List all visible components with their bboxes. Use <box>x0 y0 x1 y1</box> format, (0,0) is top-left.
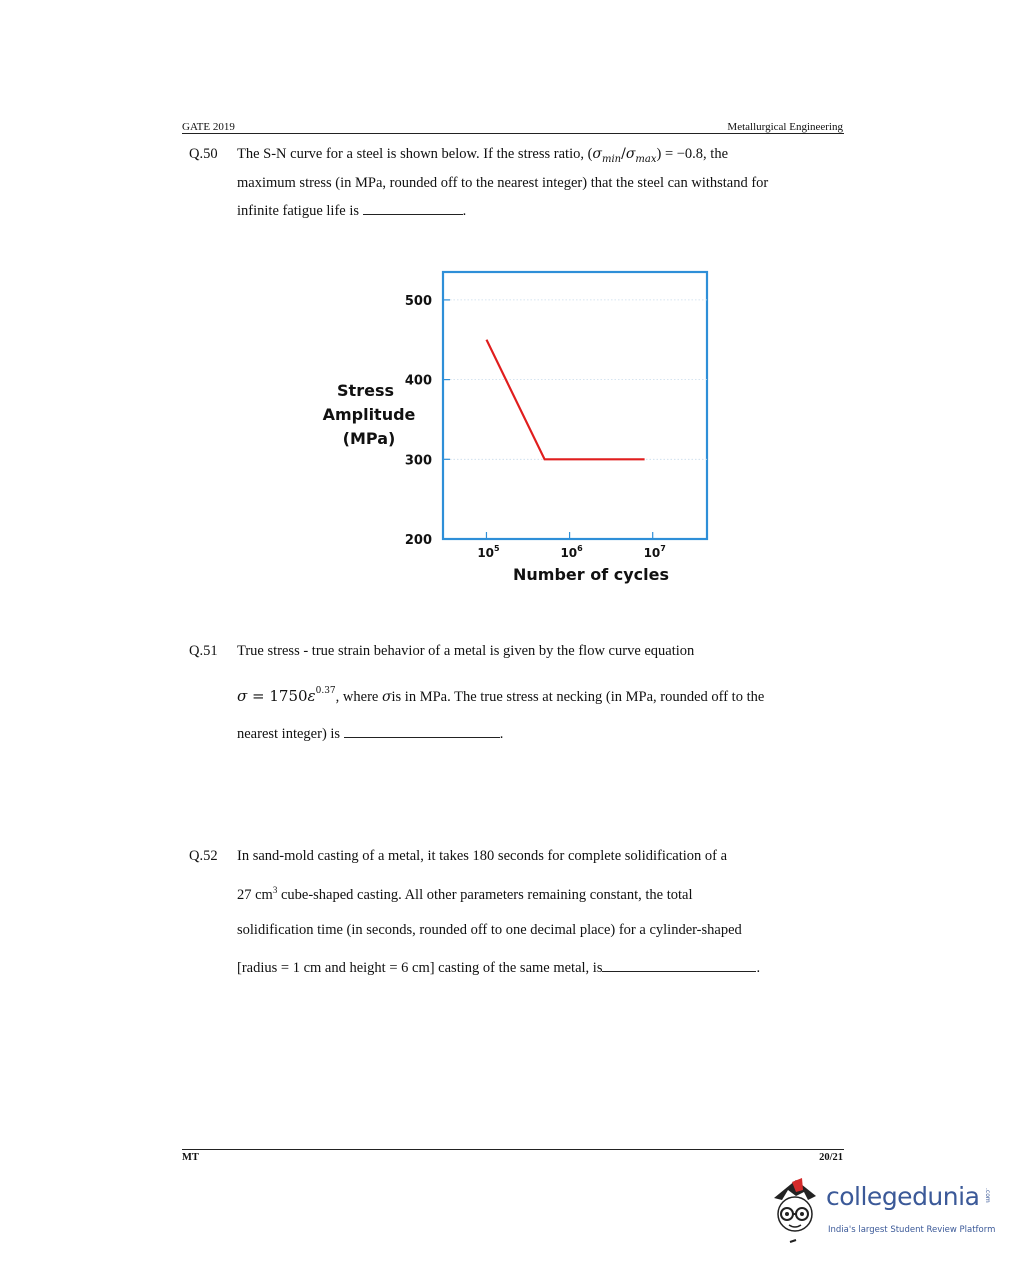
question-51-line-2: $\sigma = 1750\varepsilon^{0.37}$, where σis in MPa. The true stress at necking (in MPa, rounded off to the <box>237 686 765 705</box>
question-52-number: Q.52 <box>189 848 218 864</box>
question-50-line-2: maximum stress (in MPa, rounded off to the nearest integer) that the steel can withstand for <box>237 175 769 191</box>
question-52-line-3: solidification time (in seconds, rounded off to one decimal place) for a cylinder-shaped <box>237 922 742 938</box>
y-axis-label-line-2: Amplitude <box>322 405 416 424</box>
page-number: 20/21 <box>819 1152 843 1163</box>
y-axis-label-line-1: Stress <box>337 381 394 400</box>
question-50-line-3: infinite fatigue life is . <box>237 203 467 219</box>
header-divider <box>182 133 844 134</box>
x-tick-label-1e6: $10^6$ <box>560 544 583 560</box>
paper-code: MT <box>182 1152 199 1163</box>
y-axis-label-line-3: (MPa) <box>342 429 396 448</box>
y-tick-label-400: 400 <box>404 373 432 389</box>
exam-title: GATE 2019 <box>182 121 235 133</box>
answer-blank-q52[interactable] <box>602 960 756 972</box>
y-tick-label-300: 300 <box>404 453 432 469</box>
flow-curve-equation: $\sigma = 1750\varepsilon^{0.37}$ <box>237 686 336 705</box>
answer-blank-q51[interactable] <box>344 726 500 738</box>
collegedunia-logo <box>766 1176 996 1248</box>
brand-name: collegedunia <box>826 1182 980 1211</box>
y-tick-label-200: 200 <box>404 533 432 548</box>
question-52-line-1: In sand-mold casting of a metal, it takes 180 seconds for complete solidification of a <box>237 848 728 864</box>
answer-blank-q50[interactable] <box>363 203 463 215</box>
question-51-line-1: True stress - true strain behavior of a metal is given by the flow curve equation <box>237 643 695 659</box>
question-50-number: Q.50 <box>189 146 218 162</box>
mascot-icon <box>766 1176 824 1248</box>
brand-tagline: India's largest Student Review Platform <box>828 1225 996 1235</box>
question-51-line-3: nearest integer) is . <box>237 726 504 742</box>
question-51-number: Q.51 <box>189 643 218 659</box>
question-52-line-2: 27 $cm^3$ cube-shaped casting. All other parameters remaining constant, the total <box>237 885 693 903</box>
footer-divider <box>182 1149 844 1150</box>
brand-suffix: .com <box>984 1188 991 1203</box>
question-52-line-4: [radius = 1 cm and height = 6 cm] casting of the same metal, is . <box>237 960 761 976</box>
question-50-line-1: The S-N curve for a steel is shown below. If the stress ratio, $(\sigma_{min}/\sigma_{max}) = -0.8$, the <box>237 146 729 165</box>
x-axis-label: Number of cycles <box>513 565 669 584</box>
x-tick-label-1e5: $10^5$ <box>477 544 500 560</box>
sn-curve-line <box>487 340 645 460</box>
paper-subject: Metallurgical Engineering <box>727 121 843 133</box>
plot-frame <box>443 272 707 539</box>
sn-curve-chart <box>310 262 730 592</box>
x-tick-label-1e7: $10^7$ <box>643 544 666 560</box>
y-tick-label-500: 500 <box>404 293 432 309</box>
